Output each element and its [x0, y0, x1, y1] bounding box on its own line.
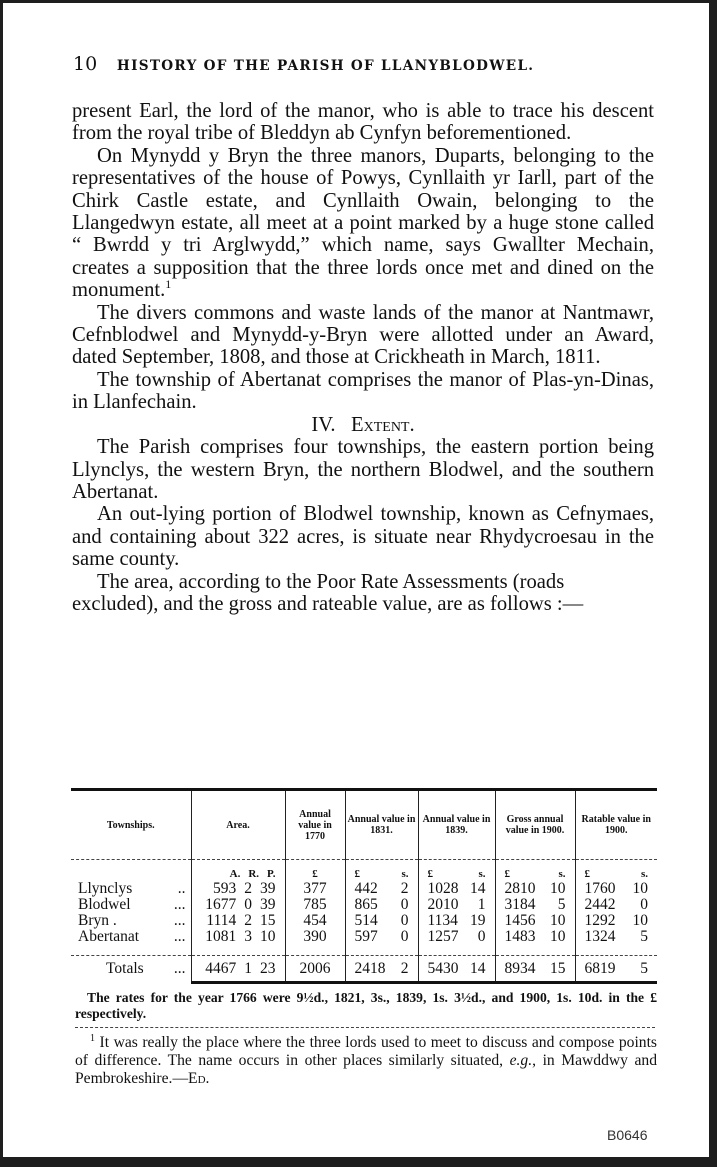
area-acres: 4467 — [205, 960, 237, 977]
township-name: Bryn . — [78, 912, 117, 929]
unit-shilling: s. — [478, 868, 486, 880]
running-title: HISTORY OF THE PARISH OF LLANYBLODWEL. — [116, 58, 535, 74]
spacer-cell — [191, 945, 285, 956]
table-row — [71, 913, 657, 929]
township-cell — [71, 881, 191, 897]
ratable-1900-pounds: 1292 — [584, 912, 616, 929]
paragraph: present Earl, the lord of the manor, who is able to trace his descent from the royal tribe of Bleddyn ab Cynfyn beforementioned. — [72, 100, 654, 145]
table-row — [71, 881, 657, 897]
footnote-rule — [75, 1027, 655, 1028]
area-roods: 2 — [244, 912, 252, 929]
unit-shilling: s. — [640, 868, 648, 880]
value-1839-shillings: 0 — [477, 928, 486, 945]
col-header-ratable-1900: Ratable value in 1900. — [575, 791, 657, 860]
units-row — [71, 860, 657, 882]
valuation-table-wrap — [71, 788, 657, 984]
leader-dots: ... — [173, 960, 186, 977]
gross-1900-shillings: 10 — [550, 912, 566, 929]
ratable-1900-shillings: 5 — [640, 960, 648, 977]
value-1839-shillings: 14 — [470, 960, 486, 977]
township-name: Abertanat — [78, 928, 140, 945]
value-1831-shillings: 2 — [400, 960, 409, 977]
value-1831-shillings: 0 — [400, 896, 409, 913]
ratable-1900-cell — [575, 881, 657, 897]
area-perches: 39 — [260, 896, 276, 913]
table-bottom-rule — [191, 981, 657, 984]
leader-dots: ... — [173, 896, 186, 913]
value-1839-pounds: 2010 — [427, 896, 459, 913]
value-1839-cell — [418, 881, 495, 897]
area-roods: 2 — [244, 880, 252, 897]
ratable-1900-shillings: 0 — [640, 896, 648, 913]
gross-1900-pounds: 8934 — [504, 960, 536, 977]
ratable-1900-cell — [575, 956, 657, 982]
township-name: Blodwel — [78, 896, 131, 913]
area-cell — [191, 956, 285, 982]
gross-1900-pounds: 3184 — [504, 896, 536, 913]
spacer-cell — [495, 945, 575, 956]
value-1770-cell: 785 — [285, 897, 345, 913]
value-1839-pounds: 1257 — [427, 928, 459, 945]
body-text — [72, 100, 654, 615]
ratable-1900-pounds: 2442 — [584, 896, 616, 913]
paragraph: The area, according to the Poor Rate Assessments (roads excluded), and the gross and rateable value, are as follows :— — [72, 570, 584, 615]
units-1839 — [418, 860, 495, 882]
ratable-1900-cell — [575, 897, 657, 913]
value-1831-cell — [345, 913, 418, 929]
catalog-id: B0646 — [607, 1127, 648, 1143]
ratable-1900-pounds: 6819 — [584, 960, 616, 977]
unit-pound: £ — [427, 868, 433, 880]
gross-1900-cell — [495, 913, 575, 929]
gross-1900-cell — [495, 881, 575, 897]
value-1839-pounds: 5430 — [427, 960, 459, 977]
page-number: 10 — [73, 53, 98, 75]
leader-dots: .. — [177, 880, 186, 897]
gross-1900-pounds: 1456 — [504, 912, 536, 929]
gross-1900-cell — [495, 956, 575, 982]
section-title: Extent. — [351, 413, 415, 436]
running-header — [73, 53, 534, 75]
gross-1900-pounds: 2810 — [504, 880, 536, 897]
ratable-1900-cell — [575, 929, 657, 945]
unit-shilling: s. — [401, 868, 409, 880]
ratable-1900-shillings: 5 — [640, 928, 648, 945]
township-name: Totals — [106, 960, 144, 977]
area-acres: 1114 — [206, 912, 237, 929]
units-blank — [71, 860, 191, 882]
township-name: Llynclys — [78, 880, 133, 897]
ratable-1900-shillings: 10 — [632, 880, 648, 897]
value-1839-shillings: 19 — [470, 912, 486, 929]
document-page — [3, 3, 709, 1157]
ratable-1900-pounds: 1324 — [584, 928, 616, 945]
area-cell — [191, 929, 285, 945]
unit-pound: £ — [584, 868, 590, 880]
value-1770-cell: 390 — [285, 929, 345, 945]
area-acres: 1081 — [205, 928, 237, 945]
value-1831-cell — [345, 897, 418, 913]
leader-dots: ... — [173, 928, 186, 945]
value-1839-cell — [418, 956, 495, 982]
area-perches: 23 — [260, 960, 276, 977]
units-1770: £ — [285, 860, 345, 882]
footnote-signature: Ed. — [188, 1070, 210, 1087]
paragraph: The divers commons and waste lands of the manor at Nantmawr, Cefnblodwel and Mynydd-y-Bryn were allotted under an Award, dated September, 1808, and those at Crickheath in March, 1811. — [72, 301, 654, 369]
value-1839-pounds: 1134 — [427, 912, 458, 929]
section-heading — [72, 414, 654, 436]
ratable-1900-pounds: 1760 — [584, 880, 616, 897]
value-1839-shillings: 1 — [477, 896, 486, 913]
paragraph-with-footnote — [72, 145, 654, 302]
value-1831-shillings: 0 — [400, 928, 409, 945]
spacer-cell — [285, 945, 345, 956]
unit-pound: £ — [504, 868, 510, 880]
leader-dots: ... — [173, 912, 186, 929]
value-1831-cell — [345, 929, 418, 945]
value-1770-cell: 454 — [285, 913, 345, 929]
value-1831-cell — [345, 956, 418, 982]
area-cell — [191, 913, 285, 929]
ratable-1900-cell — [575, 913, 657, 929]
area-perches: 10 — [260, 928, 276, 945]
value-1831-pounds: 442 — [354, 880, 378, 897]
value-1839-shillings: 14 — [470, 880, 486, 897]
value-1770-cell: 2006 — [285, 956, 345, 982]
gross-1900-cell — [495, 929, 575, 945]
township-cell — [71, 897, 191, 913]
township-cell — [71, 956, 191, 982]
value-1831-cell — [345, 881, 418, 897]
spacer-cell — [345, 945, 418, 956]
footnote-text: It was really the place where the three lords used to meet to discuss and compose points of difference. The name occurs in other places similarly situated, — [75, 1034, 657, 1069]
gross-1900-shillings: 5 — [557, 896, 566, 913]
area-acres: 593 — [213, 880, 237, 897]
value-1839-cell — [418, 913, 495, 929]
unit-shilling: s. — [558, 868, 566, 880]
value-1831-pounds: 2418 — [354, 960, 386, 977]
rates-note: The rates for the year 1766 were 9½d., 1821, 3s., 1839, 1s. 3½d., and 1900, 1s. 10d. in the £ respectively. — [75, 990, 657, 1021]
area-cell — [191, 897, 285, 913]
paragraph: The Parish comprises four townships, the eastern portion being Llynclys, the western Bryn, the northern Blodwel, and the southern Abertanat. — [72, 436, 654, 503]
table-row — [71, 897, 657, 913]
units-gross — [495, 860, 575, 882]
col-header-1831: Annual value in 1831. — [345, 791, 418, 860]
unit-acres: A. — [229, 868, 241, 880]
footnote-text-after: , in Mawddwy and Pembrokeshire.— — [75, 1052, 657, 1087]
col-header-1839: Annual value in 1839. — [418, 791, 495, 860]
gross-1900-pounds: 1483 — [504, 928, 536, 945]
value-1831-shillings: 2 — [400, 880, 409, 897]
ratable-1900-shillings: 10 — [632, 912, 648, 929]
area-roods: 1 — [244, 960, 252, 977]
value-1831-pounds: 597 — [354, 928, 378, 945]
area-roods: 3 — [244, 928, 252, 945]
units-1831 — [345, 860, 418, 882]
gross-1900-shillings: 15 — [550, 960, 566, 977]
area-perches: 15 — [260, 912, 276, 929]
township-cell — [71, 913, 191, 929]
section-numeral: IV. — [311, 413, 336, 436]
area-acres: 1677 — [205, 896, 237, 913]
footnote-marker: 1 — [90, 1032, 95, 1044]
value-1831-pounds: 865 — [354, 896, 378, 913]
spacer-cell — [418, 945, 495, 956]
township-cell — [71, 929, 191, 945]
col-header-gross-1900: Gross annual value in 1900. — [495, 791, 575, 860]
units-area — [191, 860, 285, 882]
area-cell — [191, 881, 285, 897]
unit-perches: P. — [267, 868, 276, 880]
footnote-ref[interactable]: 1 — [165, 277, 172, 292]
value-1831-pounds: 514 — [354, 912, 378, 929]
spacer-cell — [575, 945, 657, 956]
units-ratable — [575, 860, 657, 882]
spacer-row — [71, 945, 657, 956]
value-1839-pounds: 1028 — [427, 880, 459, 897]
area-roods: 0 — [244, 896, 252, 913]
gross-1900-shillings: 10 — [550, 880, 566, 897]
col-header-1770: Annual value in 1770 — [285, 791, 345, 860]
value-1831-shillings: 0 — [400, 912, 409, 929]
value-1770-cell: 377 — [285, 881, 345, 897]
paragraph-text: On Mynydd y Bryn the three manors, Duparts, belonging to the representatives of the house of Powys, Cynllaith yr Iarll, part of the Chirk Castle estate, and Cynllaith Owain, belonging to the Llangedwyn estate, all meet at a point marked by a huge stone called “ Bwrdd y tri Arglwydd,” which name, says Gwallter Mechain, creates a supposition that the three lords once met and dined on the monument. — [72, 144, 654, 302]
unit-pound: £ — [354, 868, 360, 880]
value-1839-cell — [418, 929, 495, 945]
table-row — [71, 929, 657, 945]
col-header-townships: Townships. — [71, 791, 191, 860]
totals-row — [71, 956, 657, 982]
valuation-table — [71, 791, 657, 981]
unit-roods: R. — [248, 868, 260, 880]
table-header-row — [71, 791, 657, 860]
paragraph: The township of Abertanat comprises the manor of Plas-yn-Dinas, in Llanfechain. — [72, 368, 654, 414]
gross-1900-shillings: 10 — [550, 928, 566, 945]
area-perches: 39 — [260, 880, 276, 897]
paragraph: An out-lying portion of Blodwel township, known as Cefnymaes, and containing about 322 acres, is situate near Rhydycroesau in the same county. — [72, 503, 654, 571]
footnote-italic: e.g. — [509, 1052, 533, 1069]
footnote — [75, 1034, 657, 1088]
value-1839-cell — [418, 897, 495, 913]
spacer-cell — [71, 945, 191, 956]
col-header-area: Area. — [191, 791, 285, 860]
gross-1900-cell — [495, 897, 575, 913]
